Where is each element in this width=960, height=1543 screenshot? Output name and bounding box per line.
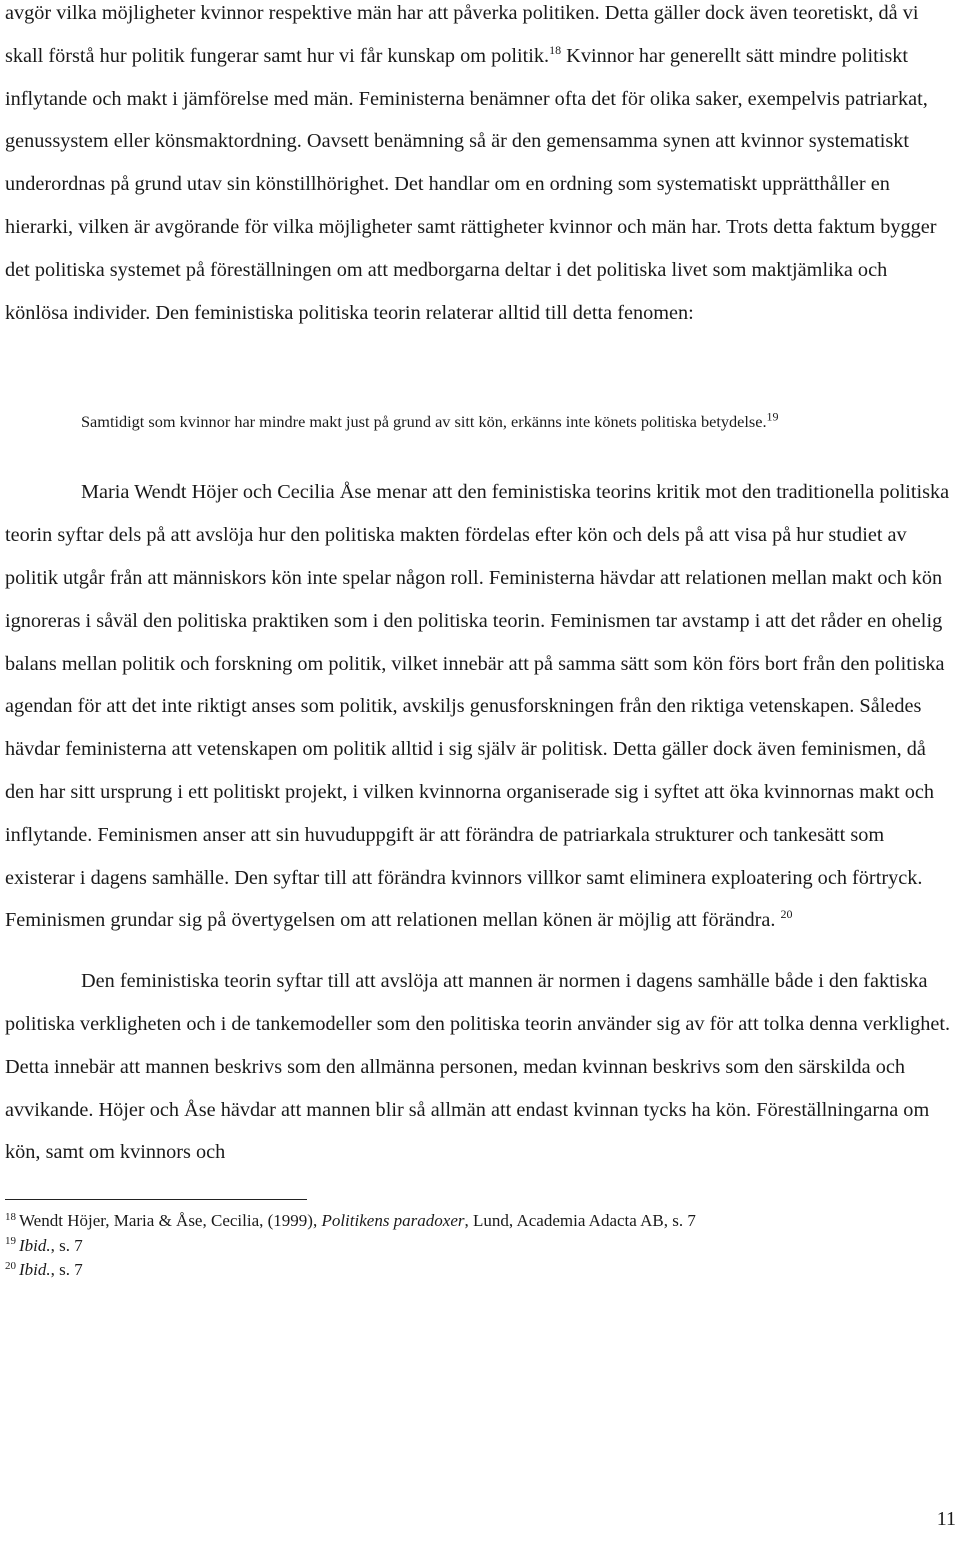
- footnotes: [5, 1209, 955, 1283]
- footnote-reference: 18: [549, 43, 562, 58]
- footnote-text: , s. 7: [50, 1260, 83, 1280]
- footnote-text: , s. 7: [50, 1235, 83, 1255]
- body-paragraph: [5, 960, 955, 1174]
- footnote: [5, 1234, 955, 1259]
- paragraph-text: Den feministiska teorin syftar till att avslöja att mannen är normen i dagens samhälle både i den faktiska politiska verkligheten och i de tankemodeller som den politiska teorin använder sig av för att tolka denna verklighet. Detta innebär att mannen beskrivs som den allmänna personen, medan kvinnan beskrivs som den särskilda och avvikande. Höjer och Åse hävdar att mannen blir så allmän att endast kvinnan tycks ha kön. Föreställningarna om kön, samt om kvinnors och: [5, 970, 951, 1164]
- footnote-text: , Lund, Academia Adacta AB, s. 7: [464, 1211, 696, 1231]
- paragraph-text: Kvinnor har generellt sätt mindre politiskt inflytande och makt i jämförelse med män. Feministerna benämner ofta det för olika saker, exempelvis patriarkat, genussystem eller könsmaktordning. Oavsett benämning så är den gemensamma synen att kvinnor systematiskt underordnas på grund utav sin könstillhörighet. Det handlar om en ordning som systematiskt upprätthåller en hierarki, vilken är avgörande för vilka möjligheter samt rättigheter kvinnor och män har. Trots detta faktum bygger det politiska systemet på föreställningen om att medborgarna deltar i det politiska livet som maktjämlika och könlösa individer. Den feministiska politiska teorin relaterar alltid till detta fenomen:: [5, 44, 937, 324]
- document-page: [5, 0, 955, 1283]
- footnote-reference: 19: [766, 409, 779, 424]
- paragraph-text: avgör vilka möjligheter kvinnor respektive män har att påverka politiken. Detta gäller dock även teoretiskt, då vi skall förstå hur politik fungerar samt hur vi får kunskap om politik.: [5, 2, 919, 67]
- body-paragraph: [5, 471, 955, 942]
- quote-text: Samtidigt som kvinnor har mindre makt just på grund av sitt kön, erkänns inte könets politiska betydelse.: [81, 412, 767, 432]
- footnote-separator: [5, 1199, 307, 1200]
- footnote-title: Politikens paradoxer: [321, 1211, 465, 1231]
- block-quote: [81, 406, 871, 437]
- paragraph-text: Maria Wendt Höjer och Cecilia Åse menar att den feministiska teorins kritik mot den traditionella politiska teorin syftar dels på att avslöja hur den politiska makten fördelas efter kön och dels på att visa på hur studiet av politik utgår från att människors kön inte spelar någon roll. Feministerna hävdar att relationen mellan makt och kön ignoreras i såväl den politiska praktiken som i den politiska teorin. Feminismen tar avstamp i att det råder en ohelig balans mellan politik och forskning om politik, vilket innebär att på samma sätt som kön förs bort från den politiska agendan för att det inte riktigt anses som politik, avskiljs genusforskningen från den riktiga vetenskapen. Således hävdar feministerna att vetenskapen om politik alltid i sig själv är politisk. Detta gäller dock även feminismen, då den har sitt ursprung i ett politiskt projekt, i vilken kvinnorna organiserade sig i syftet att öka kvinnornas makt och inflytande. Feminismen anser att sin huvuduppgift är att förändra de patriarkala strukturer och tankesätt som existerar i dagens samhälle. Den syftar till att förändra kvinnors villkor samt eliminera exploatering och förtryck. Feminismen grundar sig på övertygelsen om att relationen mellan könen är möjlig att förändra.: [5, 481, 950, 932]
- footnote-number: 19: [5, 1235, 16, 1248]
- footnote: [5, 1209, 955, 1234]
- footnote-text: Wendt Höjer, Maria & Åse, Cecilia, (1999),: [19, 1211, 322, 1231]
- footnote-title: Ibid.: [19, 1260, 51, 1280]
- footnote-title: Ibid.: [19, 1235, 51, 1255]
- body-paragraph: [5, 0, 955, 334]
- page-number: 11: [936, 1508, 956, 1530]
- footnote-number: 18: [5, 1210, 16, 1223]
- footnote-reference: 20: [780, 907, 793, 922]
- footnote-number: 20: [5, 1259, 16, 1272]
- footnote: [5, 1258, 955, 1283]
